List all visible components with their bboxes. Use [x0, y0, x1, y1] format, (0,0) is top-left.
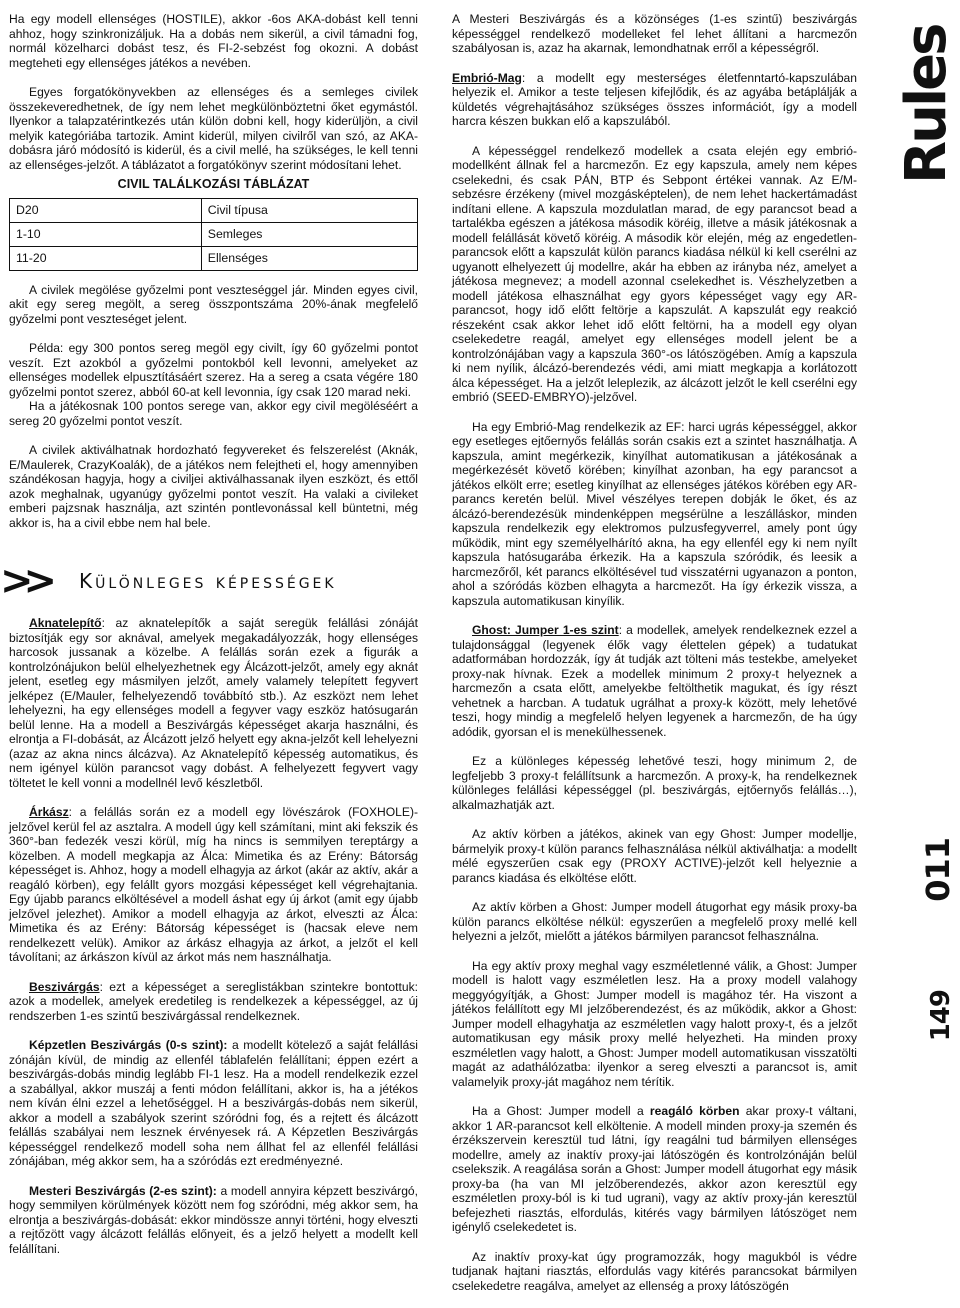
- paragraph: Ha egy aktív proxy meghal vagy eszméletlenné válik, a Ghost: Jumper modell is halott vagy eszméletlen lesz. Ha a proxy modell valahogy meggyógyítják, a Ghost: Jumper modell is magához tér. Ha viszont a játékos felállított egy MI jelzőberendezést, és az működik, akkor a Ghost: Jumper modell elhagyhatja az eszméletlen vagy halott proxy-t, és a jelzőt automatikusan egy másik proxy mellé helyezheti. Ha minden proxy eszméletlen vagy halott, a Ghost: Jumper modell automatikusan visszatölti magát az adathálózatba: ilyenkor a sereg elveszti a parancsot is, amit valamelyik proxy-ját magához nem térítik.: [452, 958, 857, 1089]
- table-cell: 11-20: [10, 246, 202, 270]
- section-header: [0, 558, 418, 604]
- term: Mesteri Beszivárgás (2-es szint):: [29, 1183, 217, 1198]
- ability-arkasz: [9, 805, 418, 965]
- page-number: 149: [926, 990, 956, 1042]
- ability-ghost-jumper: [452, 623, 857, 739]
- left-column: [0, 12, 419, 1271]
- term: Ghost: Jumper 1-es szint: [472, 623, 619, 637]
- civil-encounter-table: [9, 198, 418, 271]
- paragraph-text: : a felállás során ez a modell egy lövészárok (FOXHOLE)-jelzővel kerül fel az asztalra. A modell úgy kell számítani, mint aki fekszik és 360°-ban fedezék veszi körül, míg ha nincs is semmilyen tereptárgy a közelben. A modell megkapja az Álca: Mimetika és az Erény: Bátorság képességet is. Ahhoz, hogy a modell elhagyja az árkot (akár az aktív, akár a reagáló körben), egy felállt gyors mozgási képességet kell végrehajtania. Egy újabb parancs elköltésével a modell áshat egy új árkot (amit egy újabb jelzővel jelezhet). Amikor a modell elhagyja az árkot, elveszti az Álca: Mimetika és az Erény: Bátorság képességet is (hacsak eleve nem rendelkezett velük). Amikor az árkász elhagyja az árkot, a jelzőt el kell távolítani; az árkászon kívül az árkot más nem használhatja.: [9, 805, 418, 964]
- right-column: [452, 12, 857, 1308]
- ability-kepzetlen-beszivargas: [9, 1038, 418, 1169]
- term: Beszivárgás: [29, 979, 100, 994]
- paragraph: Ez a különleges képesség lehetővé teszi, hogy minimum 2, de legfeljebb 3 proxy-t felállítsunk a harcmezőn. A proxy-k, ha rendelkeznek különleges felállási képességgel (pl. beszivárgás, ejtőernyős felállás…), alkalmazhatják azt.: [452, 754, 857, 812]
- paragraph: A civilek megölése győzelmi pont veszteséggel jár. Minden egyes civil, akit egy sereg megölt, a sereg összpontszáma 20%-ának megfelelő győzelmi pont veszteséget jelent.: [9, 282, 418, 326]
- ability-mesteri-beszivargas: [9, 1184, 418, 1257]
- table-row: [10, 222, 418, 246]
- paragraph: Ha a játékosnak 100 pontos serege van, akkor egy civil megöléséért a sereg 20 győzelmi pontot veszít.: [9, 399, 418, 428]
- section-label: Rules: [894, 25, 959, 184]
- paragraph-text: : a modellt egy mesterséges életfenntartó-kapszulában helyezik el. Amikor a teste teljesen kifejlődik, és az agyába betáplálják a küldetés végrehajtásához szükséges összes információt, így a modell harcra készen bukkan elő a kapszulából.: [452, 70, 857, 128]
- table-cell: Ellenséges: [201, 246, 417, 270]
- table-cell: Civil típusa: [201, 198, 417, 222]
- paragraph: Egyes forgatókönyvekben az ellenséges és a semleges civilek összekeveredhetnek, de így nem lehet megkülönböztetni őket egymástól. Ilyenkor a talapzatérintkezés után külön dobni kell, hogy kiderüljön, a civil melyik kategóriába tartozik. Amint kiderül, milyen civilről van szó, az AKA-dobásra járó módosító is kiderül, és a civil mellé, ha szükséges, le kell tenni az ellenséges-jelzőt. A táblázatot a forgatókönyv szerint módosítani lehet.: [9, 85, 418, 172]
- paragraph-text: Ha a Ghost: Jumper modell a: [472, 1104, 650, 1118]
- table-cell: Semleges: [201, 222, 417, 246]
- table-cell: 1-10: [10, 222, 202, 246]
- paragraph: Példa: egy 300 pontos sereg megöl egy civilt, így 60 győzelmi pontot veszít. Ezt azokból a győzelmi pontokból kell levonni, amelyeket az ellenséges modellek elpusztításáért szerez. Ha a sereg a csata végére 180 győzelmi pontot szerez, abból 60-at kell levonnia, így csak 120 marad neki.: [9, 341, 418, 399]
- term: Árkász: [29, 805, 69, 819]
- paragraph-text: : a modellek, amelyek rendelkeznek ezzel a tulajdonsággal (legyenek élők vagy élettelen gépek) a tudatukat adatformában hordozzák, így át tudják azt tölteni más testekbe, amelyeket proxy-nak hívnak. Ezek a modellek minimum 2 proxy-t helyeznek a harcmezőn a csata előtt, amelyekbe feltölthetik magukat, és így részt vehetnek a harcban. A tudatuk ugrálhat a proxy-k között, mely lehetővé teszi, hogy mindig a megfelelő helyen legyenek a harcmezőn, de ha úgy adódik, gyorsan el is menekülhessenek.: [452, 623, 858, 739]
- table-cell: D20: [10, 198, 202, 222]
- paragraph-text: a modell annyira képzett beszivárgó, hogy semmilyen körülmények között nem fog szóródni, még akkor sem, ha elrontja a beszivárgás-dobását: ekkor mindössze annyi történi, hogy elveszti a rejtőzött vagy álcázott felállás előnyeit, és a jelző helyett a modellt kell felállítani.: [9, 1183, 419, 1256]
- paragraph-text: : ezt a képességet a sereglistákban szintekre bontottuk: azok a modellek, amelyek eredetileg is rendelkezek a képességgel, az új rendszerben 1-es szintű beszivárgással rendelkeznek.: [9, 979, 418, 1023]
- section-title: Különleges képességek: [79, 568, 337, 593]
- paragraph: [452, 1104, 857, 1235]
- term: Embrió-Mag: [452, 70, 522, 85]
- emphasis: reagáló körben: [649, 1104, 740, 1118]
- paragraph: A Mesteri Beszivárgás és a közönséges (1-es szintű) beszivárgás képességgel rendelkező modelleket fel lehet állítani a harcmezőn szabályosan is, azaz ha akarnak, lemondhatnak erről a képességről.: [452, 12, 857, 55]
- term: Aknatelepítő: [29, 616, 102, 630]
- chapter-number: 011: [919, 838, 957, 902]
- paragraph: A civilek aktiválhatnak hordozható fegyvereket és felszerelést (Aknák, E/Maulerek, CrazyKoalák), de a játékos nem felejtheti el, hogy amennyiben szándékosan hagyja, hogy a civiljei aktiválhassanak ilyen eszközt, és ettől azok meghalnak, ugyanúgy győzelmi pontot veszít. Ha valaki a civileket emberi pajzsnak használja, azt szintén pontlevonással kell büntetni, még akkor is, ha a civil ebbe nem hal bele.: [9, 443, 418, 530]
- paragraph: Ha egy modell ellenséges (HOSTILE), akkor -6os AKA-dobást kell tenni ahhoz, hogy szinkronizáljuk. Ha a dobás nem sikerül, a civil támadni fog, normál közelharci dobást tesz, és FI-2-sebzést fog okozni. A dobást megteheti egy ellenséges játékos a nevében.: [9, 12, 418, 70]
- double-chevron-icon: >>: [0, 558, 48, 604]
- term: Képzetlen Beszivárgás (0-s szint):: [29, 1038, 228, 1052]
- paragraph-text: a modellt kötelező a saját felállási zónáján kívül, de mindig az ellenfél táblafelén felállítani; éppen ezért a beszivárgás-dobás mindig leglább FI-1 lesz. Ha a modell rendelkezik ezzel a szabállyal, akkor muszáj a fenti módon felállítani, akkor is, ha a jétékos nem kíván élni ezzel a lehetőséggel. H a beszivárgás-dobás nem sikerül, akkor a modell a szabályok szerint szóródni fog, és a rejtett és álcázott felállás szabályai nem lesznek érvényesek rá. A Képzetlen Beszivárgás képességgel rendelkező modell soha nem állhat fel az ellenfél felállási zónájában, még akkor sem, ha a szóródás ezt eredményezné.: [9, 1038, 418, 1168]
- ability-beszivargas: [9, 980, 418, 1024]
- table-row: [10, 246, 418, 270]
- ability-aknatelepito: [9, 616, 418, 790]
- table-row: [10, 198, 418, 222]
- paragraph: A képességgel rendelkező modellek a csata elején egy embrió-modellként állnak fel a harcmezőn. Ez egy kapszula, amely nem képes cselekedni, és csak PÁN, BTP és Sebpont értékei vannak. Az E/M-sebzésre érzékeny (mivel mozgásképtelen), de nem lehet hackertámadást indítani ellene. A kapszula mozdulatlan marad, de egy parancsot bead a tartalékba egészen a játékosa második köréig, illetve a másik játékosnak a modell felállását követő köréig. A második kör elején, még az engedetlen-parancsok előtt a kapszulát külön parancs kiadása nélkül ki kell cserélni az ugyanott elhelyezett új modellre, akár ha ebben az irányba néz, amelyet a játékosa megnevez; a modell azonnal cselekedhet is. Vészhelyzetben a modell játékosa elhasználhat egy gyors képességet vagy egy AR-parancsot, hogy idő előtt feltörje a kapszulát. A kapszulát egy reakció részeként csak akkor lehet idő előtt feltörni, ha a modell egy olyan cselekedetre reagál, amelyet egy ellenséges modell jelent be a kontrolzónájában vagy a kapszula 360°-os látószögében. Amíg a kapszula ki nem nyílik, álcázó-berendezés védi, ami miatt megkapja a korlátozott álca képességet. Ha a jelzőt leleplezik, az álcázott jelzőt le kell cserélni egy embrió (SEED-EMBRYO)-jelzővel.: [452, 143, 857, 404]
- paragraph-text: akar proxy-t váltani, akkor 1 AR-parancsot kell elköltenie. A modell minden proxy-ja szemén és érzékszervein keresztül tud látni, így reagálni tud bármilyen ellenséges modellre, amely az inaktív proxy-jai látószögén és kontrolzónáján belül cselekszik. A reagálása során a Ghost: Jumper modell átugorhat egy másik proxy-ba (ha van MI jelzőberendezés, akkor azon keresztül egy eszméletlen proxy-ból is ki tud ugrani), vagy az aktív proxy-ján keresztül befejezheti riasztás, elfordulás, kitérés vagy bármilyen látószöget nem igénylő cselekedetet is.: [452, 1104, 857, 1234]
- paragraph: Az aktív körben a Ghost: Jumper modell átugorhat egy másik proxy-ba külön parancs elköltése nélkül: egyszerűen a megfelelő proxy mellé kell helyezni a jelzőt, mielőtt a játékos bármilyen parancsot felhasználna.: [452, 900, 857, 943]
- paragraph: Ha egy Embrió-Mag rendelkezik az EF: harci ugrás képességgel, akkor egy esetleges ejtőernyős felállás során csakis ezt a szintet használhatja. A kapszula, amint megérkezik, kinyílhat automatikusan a játékosának a megérkezését követő körében; kinyílhat azonban, ha egy parancsot a játékos elkölt erre; esetleg kinyílhat az ellenséges játékos körében egy AR-parancs keretén belül. Mivel vészélyes terepen dobják le őket, és az álcázó-berendezésük mindenképpen megsérülne a leszálláskor, minden kapszula rendelkezik egy elektromos pulzusfegyverrel, amely pont úgy működik, mint egy személyelhárító akna, ha egy ellenfél egy ki nem nyílt kapszula hatósugarába érkezik. Ha a kapszula szóródik, és leesik a harcmezőről, két parancs elköltésével tud visszatérni ugyanazon a ponton, ahol a szóródás közben elhagyta a harcmezőt. Ha így érkezik vissza, a kapszula automatikusan kinyílik.: [452, 419, 857, 608]
- ability-embrio-mag: [452, 71, 857, 129]
- paragraph: Az aktív körben a játékos, akinek van egy Ghost: Jumper modellje, bármelyik proxy-t külön parancs felhasználása nélkül aktiválhatja: a modellt mélé egyszerűen csak egy (PROXY ACTIVE)-jelzőt kell helyeznie a parancs kiadása és elköltése előtt.: [452, 827, 857, 885]
- paragraph: Az inaktív proxy-kat úgy programozzák, hogy magukból is védre tudjanak hajtani riasztás, elfordulás vagy kitérés parancsokat bármilyen cselekedetre reagálva, amelyet az ellenség a proxy látószögén: [452, 1249, 857, 1293]
- paragraph-text: : az aknatelepítők a saját seregük felállási zónáját biztosítják egy sor aknával, amelyek megakadályozzák, hogy ellenséges harcosok jussanak a közelbe. A felállás során ezek a figurák a kontrolzónájukon belül elhelyezhetnek egy Álcázott-jelzőt, amely egy aknát jelent, esetleg egy másmilyen jelzőt, amely valamely telepített fegyvert jelképez (E/Mauler, felhelyezendő továbbító stb.). Az eszközt nem lehet lehelyezni, ha egy ellenséges modell a fegyver vagy eszköz hatósugarán belül lenne. Ha a modell a Beszivárgás képességet akarja használni, és elrontja a FI-dobását, az Álcázott jelző helyett egy akna-jelzőt kell lehelyezni (azaz az akna nincs álcázva). Az Aknatelepítő képesség automatikus, és nem igényel külön parancsot vagy dobást. A felhelyezett fegyvert vagy töltetet le kell vonni a modellnél levő készletből.: [9, 616, 418, 790]
- table-title: CIVIL TALÁLKOZÁSI TÁBLÁZAT: [117, 177, 310, 191]
